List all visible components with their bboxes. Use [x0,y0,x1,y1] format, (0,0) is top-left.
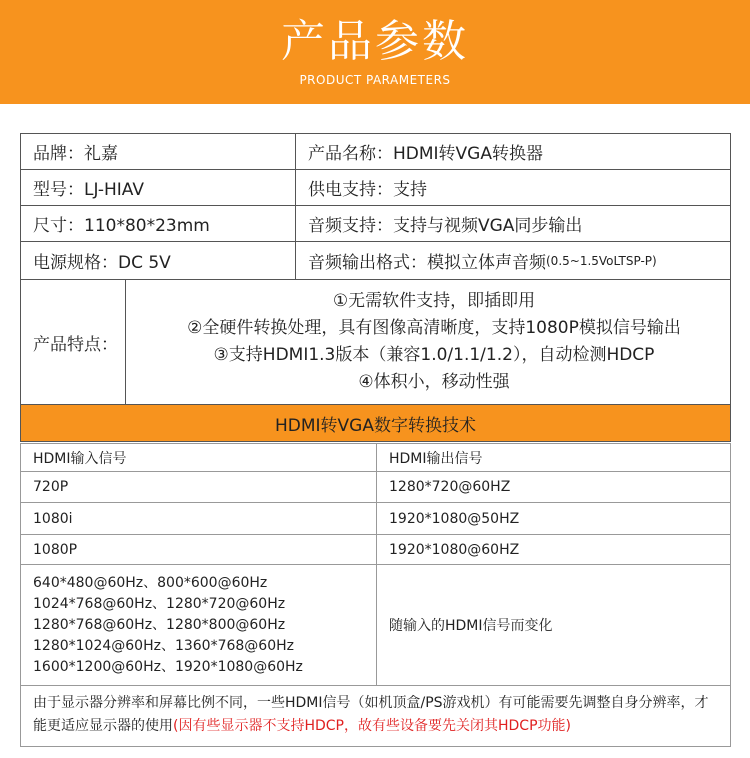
mode-line: 640*480@60Hz、800*600@60Hz [33,574,268,591]
features-label: 产品特点： [20,279,126,405]
note-warning: (因有些显示器不支持HDCP，故有些设备要先关闭其HDCP功能) [173,718,571,734]
spec-brand: 品牌：礼嘉 [20,133,296,170]
mode-line: 1280*1024@60Hz、1360*768@60Hz [33,637,294,654]
column-header-output: HDMI输出信号 [376,443,731,472]
audio-format-text: 音频输出格式：模拟立体声音频 [308,253,546,273]
modes-output-cell: 随输入的HDMI信号而变化 [376,564,731,686]
table-cell-output: 1280*720@60HZ [376,471,731,503]
conversion-banner: HDMI转VGA数字转换技术 [20,404,731,442]
feature-item: ③支持HDMI1.3版本（兼容1.0/1.1/1.2），自动检测HDCP [213,345,655,365]
column-header-input: HDMI输入信号 [20,443,377,472]
feature-item: ①无需软件支持，即插即用 [332,291,536,311]
supported-modes-cell [20,564,377,686]
table-cell-output: 1920*1080@50HZ [376,502,731,535]
spec-power-support: 供电支持：支持 [295,169,731,206]
feature-item: ②全硬件转换处理，具有图像高清晰度，支持1080P模拟信号输出 [187,318,681,338]
page-subtitle: PRODUCT PARAMETERS [299,73,451,87]
table-cell-input: 720P [20,471,377,503]
compatibility-note [20,685,731,747]
table-cell-input: 1080i [20,502,377,535]
note-text: 由于显示器分辨率和屏幕比例不同，一些HDMI信号（如机顶盒/PS游戏机）有可能需要先调整自身分辨率，才能更适应显示器的使用 [33,695,709,734]
spec-size: 尺寸：110*80*23mm [20,205,296,242]
spec-model: 型号：LJ-HIAV [20,169,296,206]
mode-line: 1280*768@60Hz、1280*800@60Hz [33,616,286,633]
spec-audio-format [295,241,731,280]
spec-power-spec: 电源规格：DC 5V [20,241,296,280]
feature-item: ④体积小，移动性强 [358,372,510,392]
mode-line: 1024*768@60Hz、1280*720@60Hz [33,595,286,612]
spec-audio-support: 音频支持：支持与视频VGA同步输出 [295,205,731,242]
spec-product-name: 产品名称：HDMI转VGA转换器 [295,133,731,170]
audio-format-range: (0.5~1.5VoLTSP-P) [546,253,657,268]
features-list [125,279,731,405]
page-title: 产品参数 [281,16,469,67]
mode-line: 1600*1200@60Hz、1920*1080@60Hz [33,658,303,675]
table-cell-output: 1920*1080@60HZ [376,534,731,565]
page-header [0,0,750,104]
table-cell-input: 1080P [20,534,377,565]
